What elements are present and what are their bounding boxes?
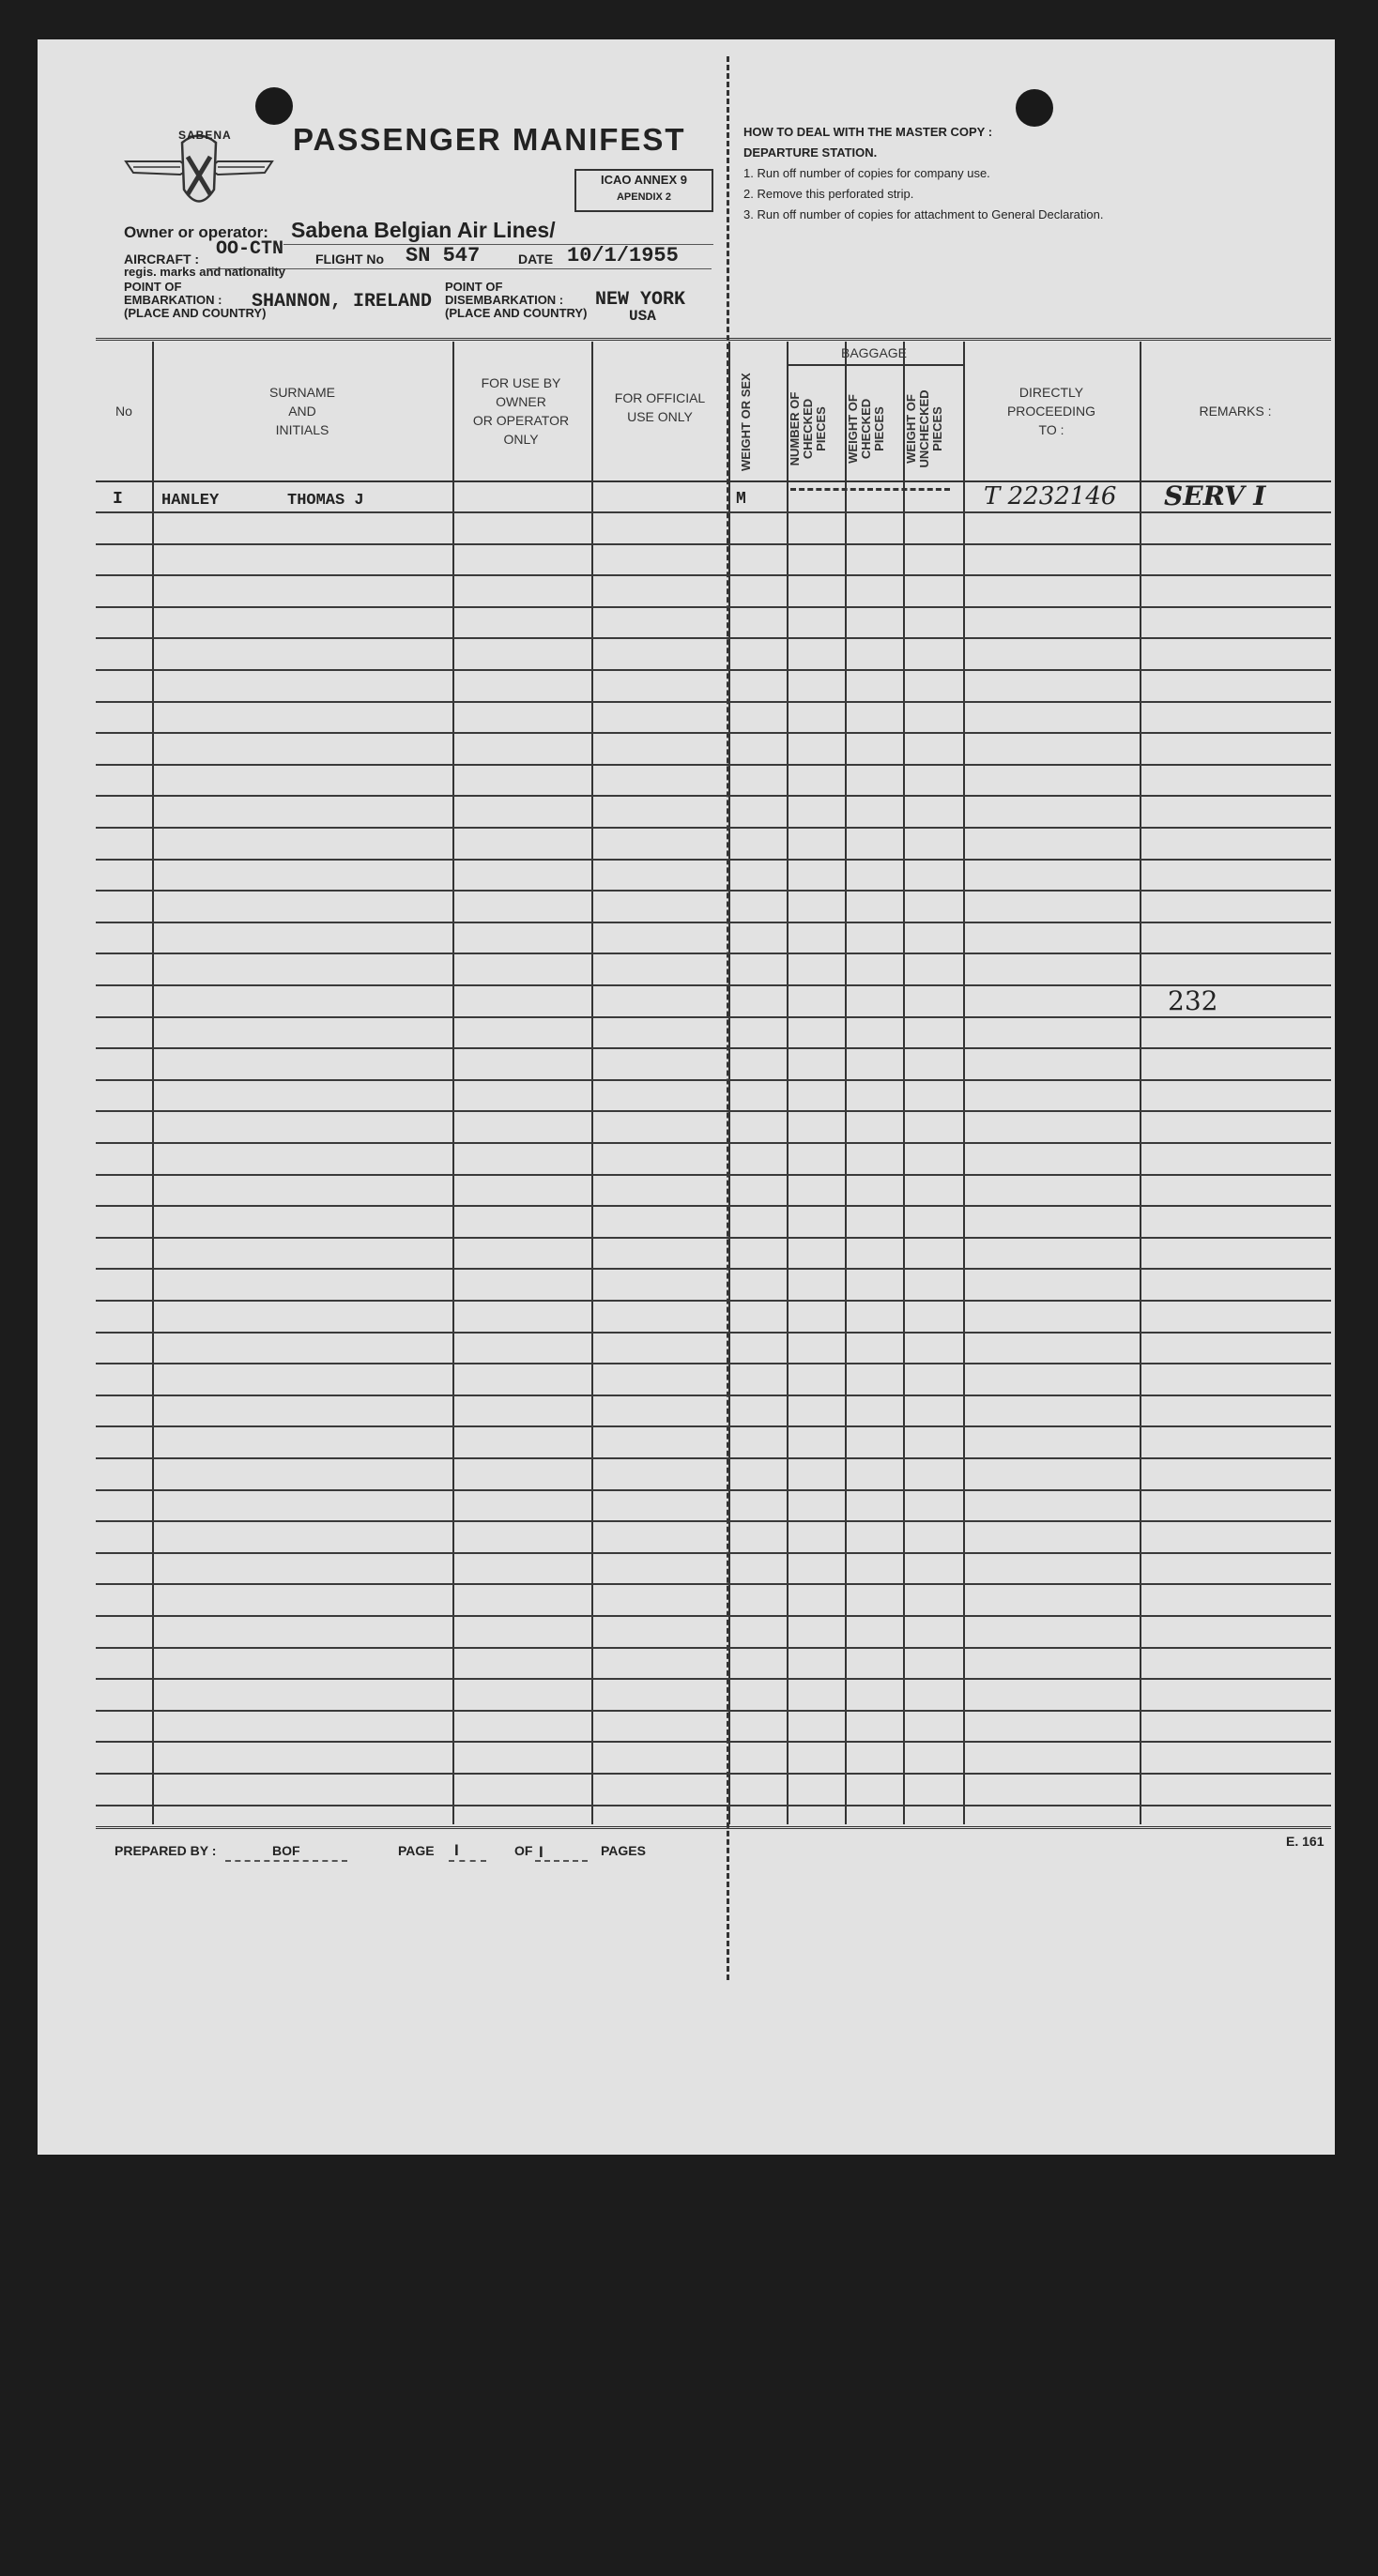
instructions-station: DEPARTURE STATION. xyxy=(743,145,878,160)
footer-rule xyxy=(96,1826,1331,1829)
col-baggage: BAGGAGE xyxy=(840,345,908,360)
table-row-line xyxy=(96,859,1331,861)
table-row-line xyxy=(96,890,1331,892)
baggage-rule xyxy=(787,364,963,366)
flight-label: FLIGHT No xyxy=(315,252,385,267)
table-row-line xyxy=(96,1457,1331,1459)
grid-column-line xyxy=(728,342,730,1824)
instructions-heading: HOW TO DEAL WITH THE MASTER COPY : xyxy=(743,125,993,139)
of-underline xyxy=(535,1860,588,1862)
prepared-label: PREPARED BY : xyxy=(115,1843,217,1858)
flight-value: SN 547 xyxy=(406,244,481,267)
table-row-line xyxy=(96,1805,1331,1806)
col-no: No xyxy=(115,404,132,419)
table-row-line xyxy=(96,1425,1331,1427)
embark-label-3: (PLACE AND COUNTRY) xyxy=(124,306,267,320)
grid-column-line xyxy=(787,342,789,1824)
table-row-line xyxy=(96,764,1331,766)
logo-text: SABENA xyxy=(178,129,232,142)
icao-line2: APENDIX 2 xyxy=(616,191,672,203)
form-title: PASSENGER MANIFEST xyxy=(293,122,686,157)
grid-column-line xyxy=(903,342,905,1824)
grid-column-line xyxy=(591,342,593,1824)
table-row-line xyxy=(96,606,1331,608)
manifest-sheet xyxy=(38,39,1335,2155)
table-row-line xyxy=(96,953,1331,954)
table-row-line xyxy=(96,1678,1331,1680)
icao-line1: ICAO ANNEX 9 xyxy=(601,173,687,187)
page-label: PAGE xyxy=(398,1843,435,1858)
table-row-line xyxy=(96,1016,1331,1018)
row-1-remarks: SERV I xyxy=(1164,480,1266,511)
col-num-checked: NUMBER OF CHECKED PIECES xyxy=(788,391,828,466)
table-row-line xyxy=(96,1583,1331,1585)
disembark-label-2: DISEMBARKATION : xyxy=(445,293,564,307)
table-row-line xyxy=(96,1268,1331,1270)
form-code: E. 161 xyxy=(1286,1834,1324,1849)
table-row-line xyxy=(96,1489,1331,1491)
col-surname: SURNAME AND INITIALS xyxy=(268,385,335,437)
table-row-line xyxy=(96,1110,1331,1112)
table-row-line xyxy=(96,1142,1331,1144)
instructions-block xyxy=(743,122,1307,225)
row-1-surname: HANLEY xyxy=(161,492,220,510)
table-row-line xyxy=(96,1363,1331,1364)
table-row-line xyxy=(96,827,1331,829)
row-1-baggage-mark xyxy=(790,488,950,491)
table-row-line xyxy=(96,1395,1331,1396)
table-row-line xyxy=(96,1237,1331,1239)
owner-label: Owner or operator: xyxy=(124,223,268,241)
table-row-line xyxy=(96,1205,1331,1207)
table-row-line xyxy=(96,984,1331,986)
row-1-no: I xyxy=(113,490,123,509)
header-bottom-rule xyxy=(96,480,1331,482)
table-row-line xyxy=(96,669,1331,671)
col-weight-sex: WEIGHT OR SEX xyxy=(739,373,753,471)
page-underline xyxy=(449,1860,486,1862)
table-row-line xyxy=(96,1615,1331,1617)
owner-value: Sabena Belgian Air Lines/ xyxy=(291,218,556,242)
table-row-line xyxy=(96,922,1331,923)
table-row-line xyxy=(96,637,1331,639)
table-row-line xyxy=(96,511,1331,513)
col-remarks: REMARKS : xyxy=(1199,404,1272,419)
prepared-value: BOF xyxy=(272,1843,300,1858)
col-owner-use: FOR USE BY OWNER OR OPERATOR ONLY xyxy=(472,375,570,447)
embark-value: SHANNON, IRELAND xyxy=(252,291,433,312)
date-label: DATE xyxy=(518,252,554,267)
punch-hole-right xyxy=(1016,89,1053,127)
table-row-line xyxy=(96,1300,1331,1302)
aircraft-value: OO-CTN xyxy=(216,238,284,260)
pages-label: PAGES xyxy=(601,1843,646,1858)
grid-column-line xyxy=(845,342,847,1824)
table-row-line xyxy=(96,701,1331,703)
table-row-line xyxy=(96,1647,1331,1649)
prepared-underline xyxy=(225,1860,347,1862)
row-1-initials: THOMAS J xyxy=(287,492,364,510)
table-row-line xyxy=(96,732,1331,734)
table-row-line xyxy=(96,1332,1331,1334)
col-weight-unchecked: WEIGHT OF UNCHECKED PIECES xyxy=(904,389,944,468)
table-row-line xyxy=(96,1552,1331,1554)
disembark-value: NEW YORK xyxy=(595,289,686,311)
punch-hole-left xyxy=(255,87,293,125)
aircraft-label: AIRCRAFT : xyxy=(124,252,200,267)
grid-column-line xyxy=(1140,342,1141,1824)
grid-column-line xyxy=(452,342,454,1824)
instruction-item: 1. Run off number of copies for company use. xyxy=(743,166,990,180)
disembark-label-1: POINT OF xyxy=(445,280,503,294)
table-row-line xyxy=(96,1741,1331,1743)
of-label: OF xyxy=(514,1843,533,1858)
disembark-label-3: (PLACE AND COUNTRY) xyxy=(445,306,588,320)
icao-box xyxy=(574,169,713,212)
embark-label-1: POINT OF xyxy=(124,280,182,294)
margin-note: 232 xyxy=(1168,985,1218,1016)
col-proceeding: DIRECTLY PROCEEDING TO : xyxy=(1006,385,1096,437)
col-official-use: FOR OFFICIAL USE ONLY xyxy=(614,390,706,424)
table-row-line xyxy=(96,1079,1331,1081)
table-row-line xyxy=(96,574,1331,576)
table-row-line xyxy=(96,1710,1331,1712)
table-top-rule xyxy=(96,338,1331,341)
page-value: I xyxy=(454,1841,459,1859)
grid-column-line xyxy=(963,342,965,1824)
instruction-item: 2. Remove this perforated strip. xyxy=(743,187,914,201)
regis-label: regis. marks and nationality xyxy=(124,265,285,279)
disembark-country: USA xyxy=(629,308,656,325)
table-row-line xyxy=(96,1520,1331,1522)
table-row-line xyxy=(96,1047,1331,1049)
row-1-sex: M xyxy=(736,490,746,509)
table-row-line xyxy=(96,1773,1331,1775)
date-value: 10/1/1955 xyxy=(567,244,679,267)
embark-label-2: EMBARKATION : xyxy=(124,293,222,307)
instruction-item: 3. Run off number of copies for attachment to General Declaration. xyxy=(743,207,1104,221)
grid-column-line xyxy=(152,342,154,1824)
table-row-line xyxy=(96,795,1331,797)
table-row-line xyxy=(96,543,1331,545)
table-row-line xyxy=(96,1174,1331,1176)
col-weight-checked: WEIGHT OF CHECKED PIECES xyxy=(846,394,886,464)
row-1-proceeding: T 2232146 xyxy=(984,482,1117,511)
of-value: I xyxy=(539,1843,544,1861)
